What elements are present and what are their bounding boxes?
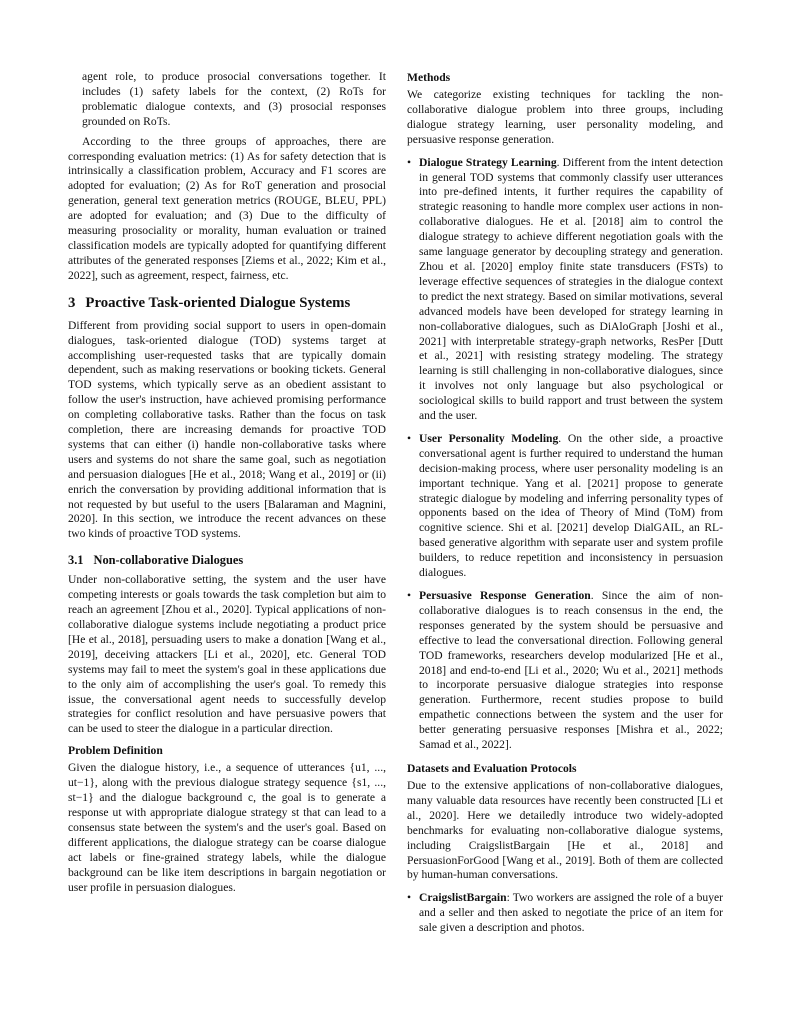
bullet-text: : Two workers are assigned the role of a buyer and a seller and then asked to negotiate the price of an item for sale given a description and photos.: [419, 891, 723, 935]
bullet-craigslistbargain: [407, 891, 723, 936]
bullet-marker: •: [407, 589, 412, 602]
bullet-text: . On the other side, a proactive conversational agent is further required to understand the human decision-making process, where user personality modeling is an important technique. Yang et al. [2021] propose to generate strategic dialogue by modeling and inferring personality types of opponents based on the idea of Theory of Mind (ToM) from cognitive science. Shi et al. [2021] develop DialGAIL, an RL-based generative algorithm with separate user and system profile builders, to reduce repetition and inconsistency in persuasion dialogues.: [419, 431, 724, 580]
datasets-heading: Datasets and Evaluation Protocols: [407, 761, 577, 775]
bullet-text: . Different from the intent detection in general TOD systems that commonly classify user utterances into pre-defined intents, it further requires the capability of strategic reasoning to handle more complex user actions in non-collaborative dialogues. He et al. [2018] aim to control the dialogue strategy to achieve different negotiation goals with the same language generator by decoupling strategy and generation. Zhou et al. [2020] employ finite state transducers (FSTs) to leverage effective sequences of strategies in the dialogue context to predict the next strategy. Based on similar motivations, several advanced models have been developed for strategy learning in non-collaborative dialogues, such as DiAloGraph [Joshi et al., 2021] with interpretable strategy-graph networks, ResPer [Dutt et al., 2021] with resisting strategy modeling. The strategy learning is still challenging in non-collaborative dialogues, since it involves not only language but also psychological or sociological skills to build rapport and trust between the system and the user.: [419, 155, 724, 423]
bullet-persuasive-response-generation: [407, 589, 723, 753]
bullet-marker: •: [407, 891, 412, 905]
left-column: [68, 70, 386, 900]
section-3-1-number: 3.1: [68, 553, 84, 568]
bullet-marker: •: [407, 431, 412, 445]
section-3-1-title: Non-collaborative Dialogues: [93, 553, 244, 568]
methods-bullet-list: [407, 156, 723, 753]
methods-paragraph: We categorize existing techniques for tackling the non-collaborative dialogue problem into three groups, including dialogue strategy learning, user personality modeling, and persuasive response generation.: [407, 88, 723, 146]
bullet-title: CraigslistBargain: [419, 891, 507, 905]
datasets-paragraph: Due to the extensive applications of non-collaborative dialogues, many valuable data resources have recently been constructed [Li et al., 2020]. Here we detailedly introduce two widely-adopted benchmarks for evaluating non-collaborative dialogue systems, including CraigslistBargain [He et al., 2018] and PersuasionForGood [Wang et al., 2019]. Both of them are collected by human-human conversations.: [407, 778, 723, 882]
bullet-title: Dialogue Strategy Learning: [419, 155, 557, 169]
problem-definition-heading: Problem Definition: [68, 744, 163, 758]
section-3-paragraph: Different from providing social support to users in open-domain dialogues, task-oriented dialogue (TOD) systems target at accomplishing user-requested tasks that are typically domain dependent, such as making reservations or booking tickets. General TOD systems, which typically serve as an obedient assistant to follow the user's instruction, have achieved promising performance on completing collaborative tasks. Rather than the focus on task completion, there are increasing demands for proactive TOD systems that can either (i) handle non-collaborative tasks where users and systems do not share the same goal, such as negotiation and persuasion dialogues [He et al., 2018; Wang et al., 2019] or (ii) enrich the conversation by providing additional information that is not requested by but useful to the users [Balaraman and Magnini, 2020]. In this section, we introduce the recent advances on these two kinds of proactive TOD systems.: [68, 318, 386, 541]
bullet-dialogue-strategy-learning: [407, 156, 723, 424]
bullet-title: Persuasive Response Generation: [419, 589, 591, 602]
intro-paragraph: agent role, to produce prosocial conversations together. It includes (1) safety labels for the context, (2) RoTs for problematic dialogue contexts, and (3) prosocial responses grounded on RoTs.: [82, 70, 386, 128]
bullet-text: . Since the aim of non-collaborative dialogues is to reach consensus in the end, the responses generated by the system should be persuasive and effective to lead the conversational direction. Following general TOD frameworks, researchers develop modularized [He et al., 2018] and end-to-end [Li et al., 2020; Wu et al., 2021] methods to incorporate persuasive dialogue strategies into response generation. Furthermore, recent studies propose to build empathetic connections between the system and the user for better generating persuasive responses [Mishra et al., 2022; Samad et al., 2022].: [419, 589, 724, 752]
metrics-paragraph: According to the three groups of approaches, there are corresponding evaluation metrics: (1) As for safety detection that is intrinsically a classification problem, Accuracy and F1 scores are adopted for evaluation; (2) As for RoT generation and prosocial generation, general text generation metrics (ROUGE, BLEU, PPL) are adopted for evaluation; and (3) Due to the difficulty of measuring prosociality or morality, human evaluation or trained classification models are typically adopted for quantifying different attributes of the generated responses [Ziems et al., 2022; Kim et al., 2022], such as agreement, respect, fairness, etc.: [68, 134, 386, 282]
bullet-title: User Personality Modeling: [419, 431, 559, 445]
right-column: [407, 70, 723, 944]
section-3-heading: [68, 294, 386, 312]
section-3-1-heading: [68, 552, 386, 568]
section-3-1-paragraph: Under non-collaborative setting, the system and the user have competing interests or goals towards the task completion but aim to reach an agreement [Zhou et al., 2020]. Typical applications of non-collaborative dialogue systems include negotiating a product price [He et al., 2018], persuading users to make a donation [Wang et al., 2019], deceiving attackers [Li et al., 2020], etc. General TOD systems may fail to meet the system's goal in these applications due to the only aim of accomplishing the user's goal. To remedy this issue, the conversational agent needs to successfully develop strategies for conflict resolution and have persuasive powers that can be used to steer the dialogue in a particular direction.: [68, 573, 386, 736]
bullet-marker: •: [407, 155, 412, 169]
section-3-title: Proactive Task-oriented Dialogue Systems: [85, 294, 351, 311]
problem-definition-paragraph: Given the dialogue history, i.e., a sequence of utterances {u1, ..., ut−1}, along with the previous dialogue strategy sequence {s1, ..., st−1} and the dialogue background c, the goal is to generate a response ut with appropriate dialogue strategy st that can lead to a consensus state between the system's and the user's goal. Based on different applications, the dialogue strategy can be coarse dialogue act labels or fine-grained strategy labels, while the dialogue background can be like item descriptions in bargain negotiation or user profile in persuasion dialogues.: [68, 761, 386, 894]
datasets-bullet-list: [407, 891, 723, 936]
section-3-number: 3: [68, 294, 76, 311]
methods-heading: Methods: [407, 71, 451, 84]
bullet-user-personality-modeling: [407, 432, 723, 581]
